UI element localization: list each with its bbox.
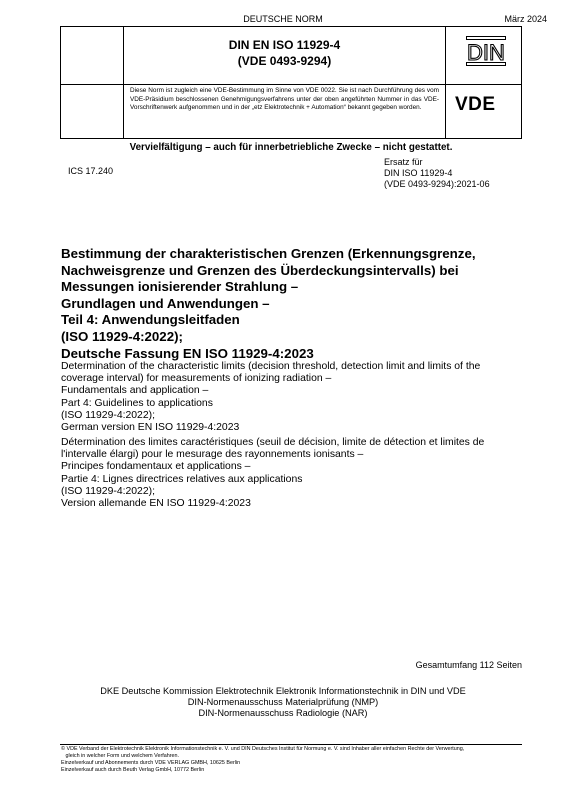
committee-line: DKE Deutsche Kommission Elektrotechnik Elektronik Informationstechnik in DIN und VDE	[100, 686, 466, 696]
title-french	[61, 437, 541, 510]
vde-logo: VDE	[455, 94, 496, 115]
title-french-line: l'intervalle élargi) pour le mesurage des rayonnements ionisants –	[61, 449, 364, 461]
footer-divider	[60, 744, 522, 745]
title-german-line: Messungen ionisierender Strahlung –	[61, 279, 299, 295]
standard-type: DEUTSCHE NORM	[243, 14, 323, 24]
issue-date: März 2024	[504, 14, 547, 24]
title-german-line: Teil 4: Anwendungsleitfaden	[61, 312, 240, 328]
title-german-line: (ISO 11929-4:2022);	[61, 328, 183, 344]
din-logo	[466, 36, 506, 66]
din-logo-text: DIN	[467, 40, 505, 65]
page-count: Gesamtumfang 112 Seiten	[415, 660, 522, 670]
footer-line: Einzelverkauf auch durch Beuth Verlag GmbH, 10772 Berlin	[61, 767, 205, 773]
vde-notice: Diese Norm ist zugleich eine VDE-Bestimmung im Sinne von VDE 0022. Sie ist nach Durchführung des vom VDE-Präsidium beschlossenen Genehmigungsverfahrens unter der oben angeführten Nummer in das VDE-Vorschriftenwerk aufgenommen und in der „etz Elektrotechnik + Automation“ bekannt gegeben worden.	[130, 87, 439, 112]
title-french-line: Principes fondamentaux et applications –	[61, 461, 251, 473]
title-french-line: Partie 4: Lignes directrices relatives aux applications	[61, 473, 303, 485]
footer-line: © VDE Verband der Elektrotechnik Elektronik Informationstechnik e. V. und DIN Deutsches Institut für Normung e. V. sind Inhaber aller einfachen Rechte der Verwertung,	[61, 746, 465, 752]
replacement-vde: (VDE 0493-9294):2021-06	[384, 179, 490, 189]
title-english	[61, 361, 541, 434]
title-french-line: (ISO 11929-4:2022);	[61, 485, 155, 497]
header-box-right	[521, 26, 522, 139]
header-box-divider-right	[445, 26, 446, 139]
title-german-line: Bestimmung der charakteristischen Grenzen (Erkennungsgrenze,	[61, 246, 476, 261]
title-german	[61, 246, 531, 362]
title-english-line: German version EN ISO 11929-4:2023	[61, 422, 240, 434]
title-english-line: (ISO 11929-4:2022);	[61, 409, 155, 421]
footer-copyright	[61, 746, 531, 774]
copy-notice: Vervielfältigung – auch für innerbetriebliche Zwecke – nicht gestattet.	[129, 142, 453, 153]
header-box-top	[60, 26, 522, 27]
title-german-line: Grundlagen und Anwendungen –	[61, 295, 270, 311]
header-box-left	[60, 26, 61, 139]
ics-code: ICS 17.240	[68, 166, 114, 176]
document-number: DIN EN ISO 11929-4	[228, 38, 341, 52]
replacement-label: Ersatz für	[384, 157, 423, 167]
footer-line: gleich in welcher Form und welchem Verfahren.	[61, 753, 180, 759]
header-box-middle	[60, 84, 522, 85]
replacement-standard: DIN ISO 11929-4	[384, 168, 453, 178]
title-french-line: Version allemande EN ISO 11929-4:2023	[61, 498, 251, 510]
title-german-line: Deutsche Fassung EN ISO 11929-4:2023	[61, 345, 314, 361]
title-french-line: Détermination des limites caractéristiques (seuil de décision, limite de détection et limites de	[61, 437, 485, 448]
title-english-line: Determination of the characteristic limits (decision threshold, detection limit and limits of the	[61, 361, 481, 372]
title-english-line: Fundamentals and application –	[61, 385, 209, 397]
replacement-info	[384, 157, 490, 190]
title-english-line: Part 4: Guidelines to applications	[61, 397, 213, 409]
committee-line: DIN-Normenausschuss Radiologie (NAR)	[198, 708, 368, 719]
committees	[0, 686, 566, 720]
document-vde-number: (VDE 0493-9294)	[237, 54, 332, 68]
footer-line: Einzelverkauf und Abonnements durch VDE VERLAG GMBH, 10625 Berlin	[61, 760, 241, 766]
committee-line: DIN-Normenausschuss Materialprüfung (NMP)	[187, 697, 379, 708]
title-german-line: Nachweisgrenze und Grenzen des Überdeckungsintervalls) bei	[61, 262, 459, 278]
header-box-bottom	[60, 138, 522, 139]
title-english-line: coverage interval) for measurements of ionizing radiation –	[61, 373, 332, 385]
